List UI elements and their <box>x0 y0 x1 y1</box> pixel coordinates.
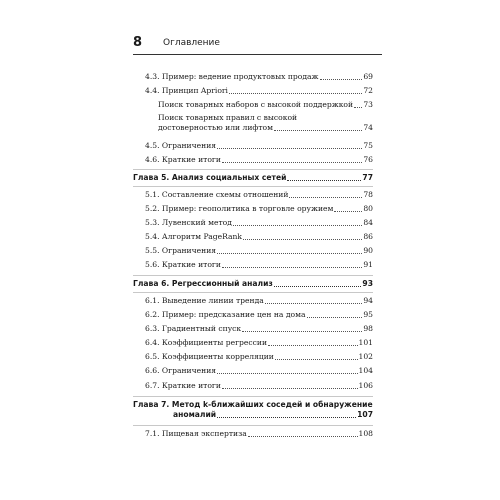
toc-entry-4-5[interactable]: 4.5. Ограничения 75 <box>145 141 373 150</box>
toc-page-number: 74 <box>363 123 373 132</box>
toc-page-number: 72 <box>363 86 373 95</box>
toc-page-number: 77 <box>362 173 373 182</box>
toc-page-number: 101 <box>358 338 373 347</box>
separator <box>133 425 373 426</box>
separator <box>133 396 373 397</box>
toc-entry-4-6[interactable]: 4.6. Краткие итоги 76 <box>145 155 373 164</box>
separator <box>133 186 373 187</box>
toc-page-number: 69 <box>363 72 373 81</box>
toc-entry-6-5[interactable]: 6.5. Коэффициенты корреляции 102 <box>145 352 373 361</box>
running-title: Оглавление <box>163 38 220 48</box>
toc-page-number: 78 <box>363 190 373 199</box>
toc-entry-5-2[interactable]: 5.2. Пример: геополитика в торговле оружием 80 <box>145 204 373 213</box>
toc-entry-5-3[interactable]: 5.3. Лувенский метод 84 <box>145 218 373 227</box>
toc-chapter-5[interactable]: Глава 5. Анализ социальных сетей 77 <box>133 173 373 182</box>
toc-page-number: 108 <box>358 429 373 438</box>
toc-page-number: 84 <box>363 218 373 227</box>
toc-entry-5-1[interactable]: 5.1. Составление схемы отношений 78 <box>145 190 373 199</box>
toc-page-number: 90 <box>363 246 373 255</box>
toc-entry-5-5[interactable]: 5.5. Ограничения 90 <box>145 246 373 255</box>
toc-chapter-6[interactable]: Глава 6. Регрессионный анализ 93 <box>133 279 373 288</box>
toc-page-number: 102 <box>358 352 373 361</box>
toc-entry-6-3[interactable]: 6.3. Градиентный спуск 98 <box>145 324 373 333</box>
toc-page-number: 93 <box>362 279 373 288</box>
separator <box>133 169 373 170</box>
toc-page-number: 107 <box>357 410 373 419</box>
toc-page-number: 86 <box>363 232 373 241</box>
header-rule <box>133 54 382 55</box>
toc-page-number: 98 <box>363 324 373 333</box>
toc-entry-6-7[interactable]: 6.7. Краткие итоги 106 <box>145 381 373 390</box>
toc-page-number: 80 <box>363 204 373 213</box>
toc-chapter-7[interactable]: Глава 7. Метод k-ближайших соседей и обнаружение аномалий 107 <box>133 400 373 419</box>
toc-entry-4-4[interactable]: 4.4. Принцип Apriori 72 <box>145 86 373 95</box>
toc-page-number: 76 <box>363 155 373 164</box>
page-number: 8 <box>133 35 143 50</box>
toc-page-number: 106 <box>358 381 373 390</box>
toc-entry-5-4[interactable]: 5.4. Алгоритм PageRank 86 <box>145 232 373 241</box>
separator <box>133 275 373 276</box>
toc-entry-7-1[interactable]: 7.1. Пищевая экспертиза 108 <box>145 429 373 438</box>
toc-entry-6-2[interactable]: 6.2. Пример: предсказание цен на дома 95 <box>145 310 373 319</box>
toc-entry-4-4-a[interactable]: Поиск товарных наборов с высокой поддержкой 73 <box>158 100 373 109</box>
toc-entry-6-1[interactable]: 6.1. Выведение линии тренда 94 <box>145 296 373 305</box>
toc-page-number: 91 <box>363 260 373 269</box>
toc-entry-4-3[interactable]: 4.3. Пример: ведение продуктовых продаж 69 <box>145 72 373 81</box>
toc-page-number: 73 <box>363 100 373 109</box>
toc-page-number: 104 <box>358 366 373 375</box>
separator <box>133 292 373 293</box>
toc-entry-4-4-b[interactable]: Поиск товарных правил с высокой достоверностью или лифтом 74 <box>158 113 373 132</box>
toc-page-number: 94 <box>363 296 373 305</box>
toc-entry-5-6[interactable]: 5.6. Краткие итоги 91 <box>145 260 373 269</box>
toc-page-number: 95 <box>363 310 373 319</box>
toc-entry-6-6[interactable]: 6.6. Ограничения 104 <box>145 366 373 375</box>
page-header <box>133 35 383 51</box>
toc-page-number: 75 <box>363 141 373 150</box>
toc-entry-6-4[interactable]: 6.4. Коэффициенты регрессии 101 <box>145 338 373 347</box>
